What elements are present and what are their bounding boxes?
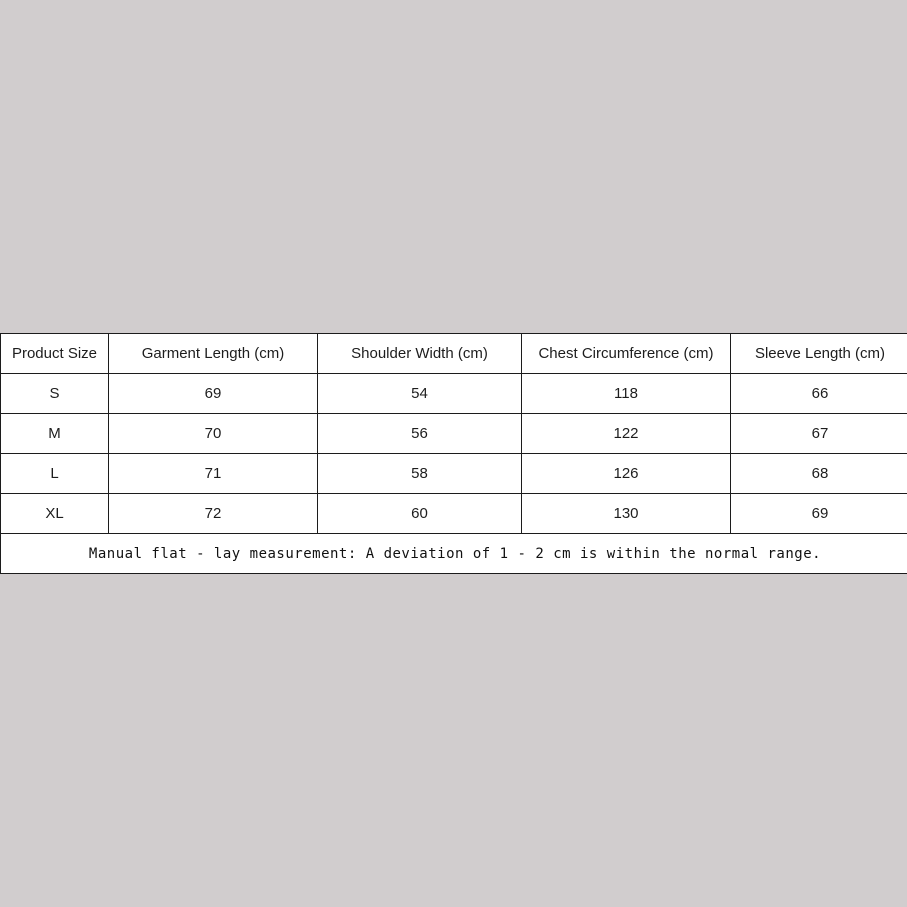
- measurement-cell: 68: [731, 454, 907, 494]
- measurement-cell: 130: [522, 494, 731, 534]
- measurement-cell: 118: [522, 374, 731, 414]
- measurement-cell: 54: [318, 374, 522, 414]
- measurement-cell: 70: [109, 414, 318, 454]
- measurement-cell: 60: [318, 494, 522, 534]
- size-label-cell: XL: [1, 494, 109, 534]
- measurement-cell: 72: [109, 494, 318, 534]
- header-cell-sleeve-length: Sleeve Length (cm): [731, 334, 907, 374]
- size-row-l: [1, 454, 907, 494]
- measurement-cell: 69: [109, 374, 318, 414]
- measurement-cell: 67: [731, 414, 907, 454]
- header-cell-shoulder-width: Shoulder Width (cm): [318, 334, 522, 374]
- size-row-xl: [1, 494, 907, 534]
- measurement-cell: 122: [522, 414, 731, 454]
- size-row-s: [1, 374, 907, 414]
- header-cell-product-size: Product Size: [1, 334, 109, 374]
- measurement-cell: 56: [318, 414, 522, 454]
- measurement-note: Manual flat - lay measurement: A deviation of 1 - 2 cm is within the normal range.: [1, 534, 907, 574]
- measurement-cell: 69: [731, 494, 907, 534]
- size-label-cell: M: [1, 414, 109, 454]
- size-row-m: [1, 414, 907, 454]
- measurement-cell: 66: [731, 374, 907, 414]
- measurement-cell: 126: [522, 454, 731, 494]
- measurement-cell: 71: [109, 454, 318, 494]
- header-cell-chest-circumference: Chest Circumference (cm): [522, 334, 731, 374]
- size-chart-header-row: [1, 334, 907, 374]
- header-cell-garment-length: Garment Length (cm): [109, 334, 318, 374]
- size-chart-table: [0, 333, 907, 574]
- measurement-note-row: [1, 534, 907, 574]
- size-label-cell: S: [1, 374, 109, 414]
- size-label-cell: L: [1, 454, 109, 494]
- measurement-cell: 58: [318, 454, 522, 494]
